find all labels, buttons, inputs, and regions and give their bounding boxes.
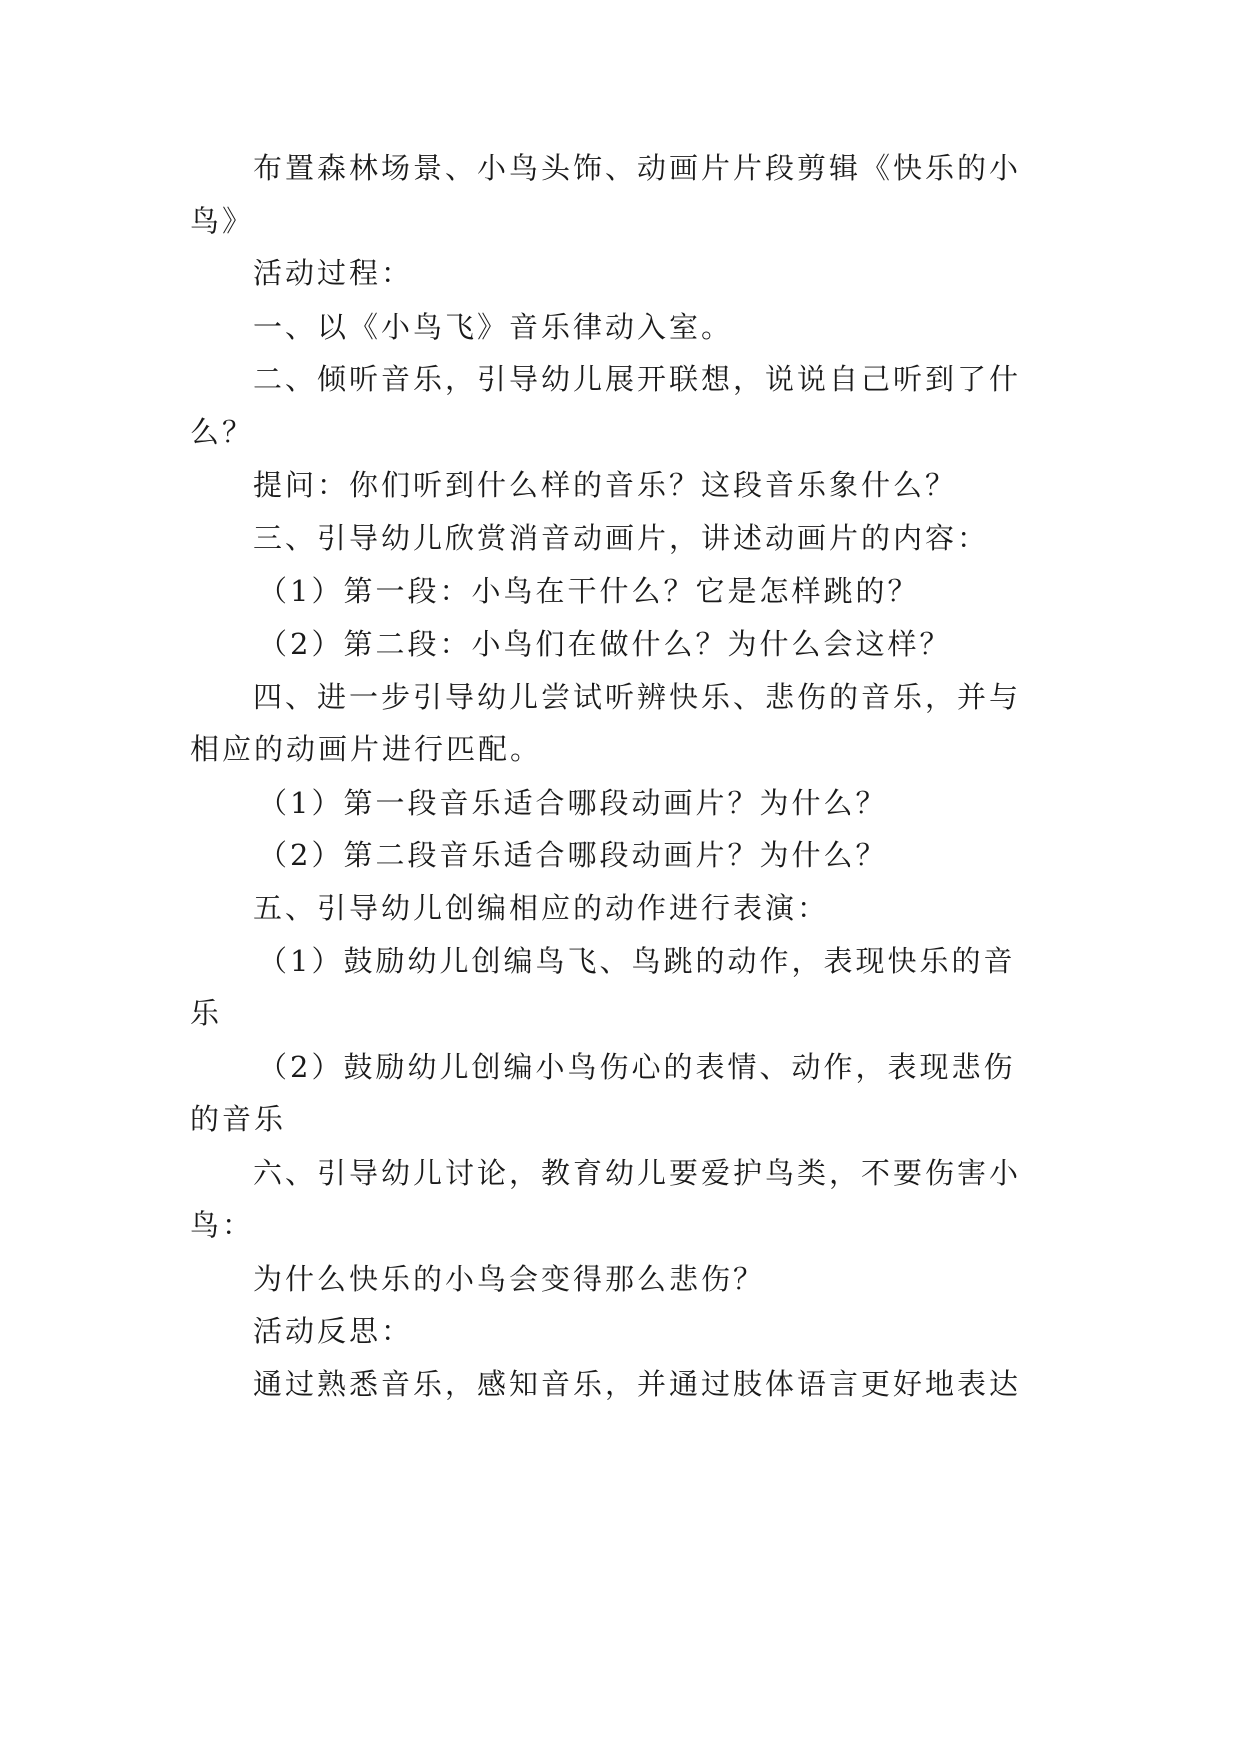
- text-line: 活动反思：: [253, 1314, 414, 1348]
- text-line: 二、倾听音乐，引导幼儿展开联想，说说自己听到了什: [253, 362, 1022, 396]
- text-line: （1）第一段：小鸟在干什么？它是怎样跳的？: [258, 574, 920, 608]
- text-line: 三、引导幼儿欣赏消音动画片，讲述动画片的内容：: [253, 521, 990, 555]
- text-line: （2）第二段音乐适合哪段动画片？为什么？: [258, 838, 888, 872]
- text-line: 相应的动画片进行匹配。: [190, 732, 543, 766]
- text-line: 乐: [190, 996, 223, 1030]
- text-line: 六、引导幼儿讨论，教育幼儿要爱护鸟类，不要伤害小: [253, 1156, 1022, 1190]
- text-line: 鸟：: [190, 1208, 255, 1242]
- text-line: 布置森林场景、小鸟头饰、动画片片段剪辑《快乐的小: [253, 151, 1022, 185]
- text-line: 四、进一步引导幼儿尝试听辨快乐、悲伤的音乐，并与: [253, 680, 1022, 714]
- text-line: 鸟》: [190, 204, 255, 238]
- text-line: 么？: [190, 415, 255, 449]
- text-line: 五、引导幼儿创编相应的动作进行表演：: [253, 891, 830, 925]
- text-line: 一、以《小鸟飞》音乐律动入室。: [253, 310, 734, 344]
- text-line: 提问：你们听到什么样的音乐？这段音乐象什么？: [253, 468, 958, 502]
- text-line: （1）第一段音乐适合哪段动画片？为什么？: [258, 786, 888, 820]
- text-line: （2）第二段：小鸟们在做什么？为什么会这样？: [258, 627, 952, 661]
- text-line: 的音乐: [190, 1102, 287, 1136]
- text-line: （1）鼓励幼儿创编鸟飞、鸟跳的动作，表现快乐的音: [258, 944, 1016, 978]
- text-line: （2）鼓励幼儿创编小鸟伤心的表情、动作，表现悲伤: [258, 1050, 1016, 1084]
- text-line: 活动过程：: [253, 256, 414, 290]
- text-line: 通过熟悉音乐，感知音乐，并通过肢体语言更好地表达: [253, 1367, 1022, 1401]
- text-line: 为什么快乐的小鸟会变得那么悲伤？: [253, 1262, 766, 1296]
